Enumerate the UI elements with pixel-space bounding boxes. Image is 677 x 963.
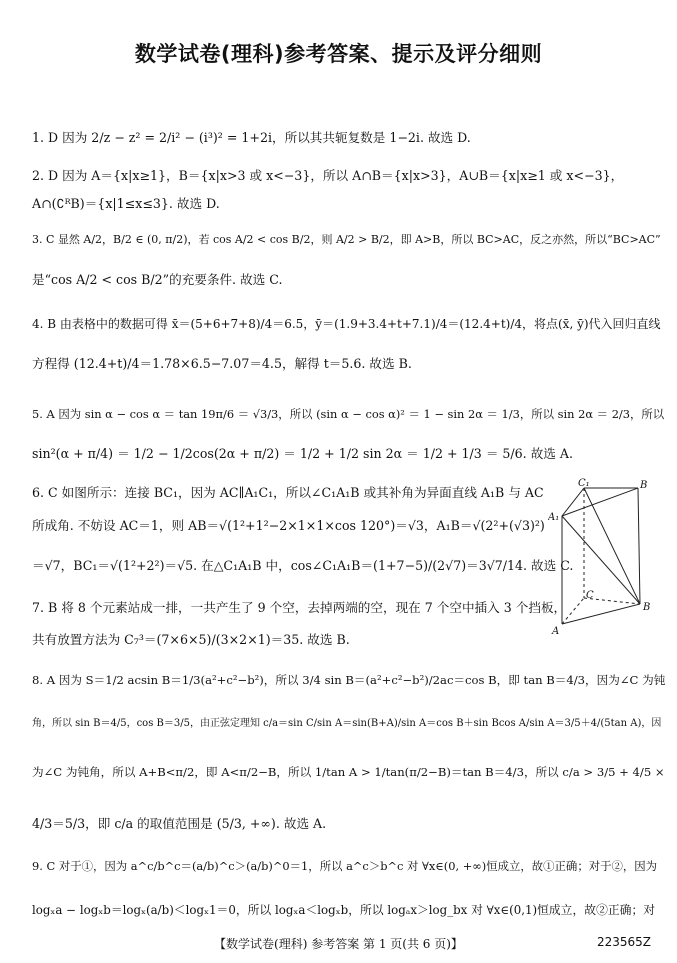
label-b1: B — [640, 480, 648, 491]
label-c1: C₁ — [578, 478, 590, 489]
answer-line: 共有放置方法为 C₇³＝(7×6×5)/(3×2×1)＝35. 故选 B. — [32, 632, 350, 647]
answer-line: 角，所以 sin B＝4/5，cos B＝3/5，由正弦定理知 c/a＝sin C/sin A＝sin(B+A)/sin A＝cos B＋sin Bcos A/sin A＝3/5＋4/(5tan A)，因 — [32, 718, 662, 729]
answer-line: 是“cos A/2 < cos B/2”的充要条件. 故选 C. — [32, 272, 283, 287]
answer-line: logₓa − logₓb＝logₓ(a/b)＜logₓ1＝0，所以 logₓa＜logₓb，所以 logₐx＞log_bx 对 ∀x∈(0,1)恒成立，故②正确；对 — [32, 903, 656, 917]
label-c: C — [586, 590, 594, 601]
answer-line: A∩(∁ᴿB)＝{x|1≤x≤3}. 故选 D. — [32, 196, 220, 211]
answer-line: 方程得 (12.4+t)/4＝1.78×6.5−7.07＝4.5，解得 t＝5.6. 故选 B. — [32, 356, 412, 371]
document-code: 223565Z — [596, 935, 651, 949]
answer-line: 为∠C 为钝角，所以 A+B<π/2，即 A<π/2−B，所以 1/tan A > 1/tan(π/2−B)＝tan B＝4/3，所以 c/a > 3/5 + 4/5 × — [32, 765, 665, 779]
answer-line: 所成角. 不妨设 AC＝1，则 AB＝√(1²+1²−2×1×1×cos 120°)＝√3，A₁B＝√(2²+(√3)²) — [32, 518, 545, 533]
page-footer: 【数学试卷(理科) 参考答案 第 1 页(共 6 页)】 — [214, 937, 463, 951]
label-b: B — [643, 602, 651, 613]
answer-line: 3. C 显然 A/2，B/2 ∈ (0, π/2)，若 cos A/2 < cos B/2，则 A/2 > B/2，即 A>B，所以 BC>AC，反之亦然，所以“BC>AC” — [32, 233, 661, 246]
answer-line: 4. B 由表格中的数据可得 x̄＝(5+6+7+8)/4＝6.5，ȳ＝(1.9+3.4+t+7.1)/4＝(12.4+t)/4，将点(x̄, ȳ)代入回归直线 — [32, 317, 661, 331]
answer-line: ＝√7，BC₁＝√(1²+2²)＝√5. 在△C₁A₁B 中，cos∠C₁A₁B＝(1+7−5)/(2√7)＝3√7/14. 故选 C. — [32, 558, 574, 573]
answer-line: 8. A 因为 S＝1/2 acsin B＝1/3(a²+c²−b²)，所以 3/4 sin B＝(a²+c²−b²)/2ac＝cos B，即 tan B＝4/3，因为∠C 为钝 — [32, 673, 666, 687]
answer-line: 6. C 如图所示：连接 BC₁，因为 AC∥A₁C₁，所以∠C₁A₁B 或其补角为异面直线 A₁B 与 AC — [32, 485, 544, 500]
page-title: 数学试卷(理科)参考答案、提示及评分细则 — [134, 42, 543, 66]
label-a1: A₁ — [548, 512, 560, 523]
answer-line: 9. C 对于①，因为 a^c/b^c＝(a/b)^c＞(a/b)^0＝1，所以 a^c＞b^c 对 ∀x∈(0, +∞)恒成立，故①正确；对于②，因为 — [32, 859, 658, 873]
label-a: A — [552, 626, 560, 637]
answer-line: 7. B 将 8 个元素站成一排，一共产生了 9 个空，去掉两端的空，现在 7 个空中插入 3 个挡板， — [32, 600, 567, 615]
answer-line: 4/3＝5/3，即 c/a 的取值范围是 (5/3, +∞). 故选 A. — [32, 816, 327, 831]
prism-figure — [548, 478, 664, 638]
answer-line: 1. D 因为 2/z − z² = 2/i² − (i³)² = 1+2i，所以其共轭复数是 1−2i. 故选 D. — [32, 130, 471, 145]
answer-line: 2. D 因为 A＝{x|x≥1}，B＝{x|x>3 或 x<−3}，所以 A∩B＝{x|x>3}，A∪B＝{x|x≥1 或 x<−3}， — [32, 168, 624, 183]
answer-line: 5. A 因为 sin α − cos α ＝ tan 19π/6 ＝ √3/3，所以 (sin α − cos α)² ＝ 1 − sin 2α ＝ 1/3，所以 sin 2α ＝ 2/3，所以 — [32, 407, 665, 421]
answer-line: sin²(α + π/4) ＝ 1/2 − 1/2cos(2α + π/2) ＝ 1/2 + 1/2 sin 2α ＝ 1/2 + 1/3 ＝ 5/6. 故选 A. — [32, 446, 573, 461]
